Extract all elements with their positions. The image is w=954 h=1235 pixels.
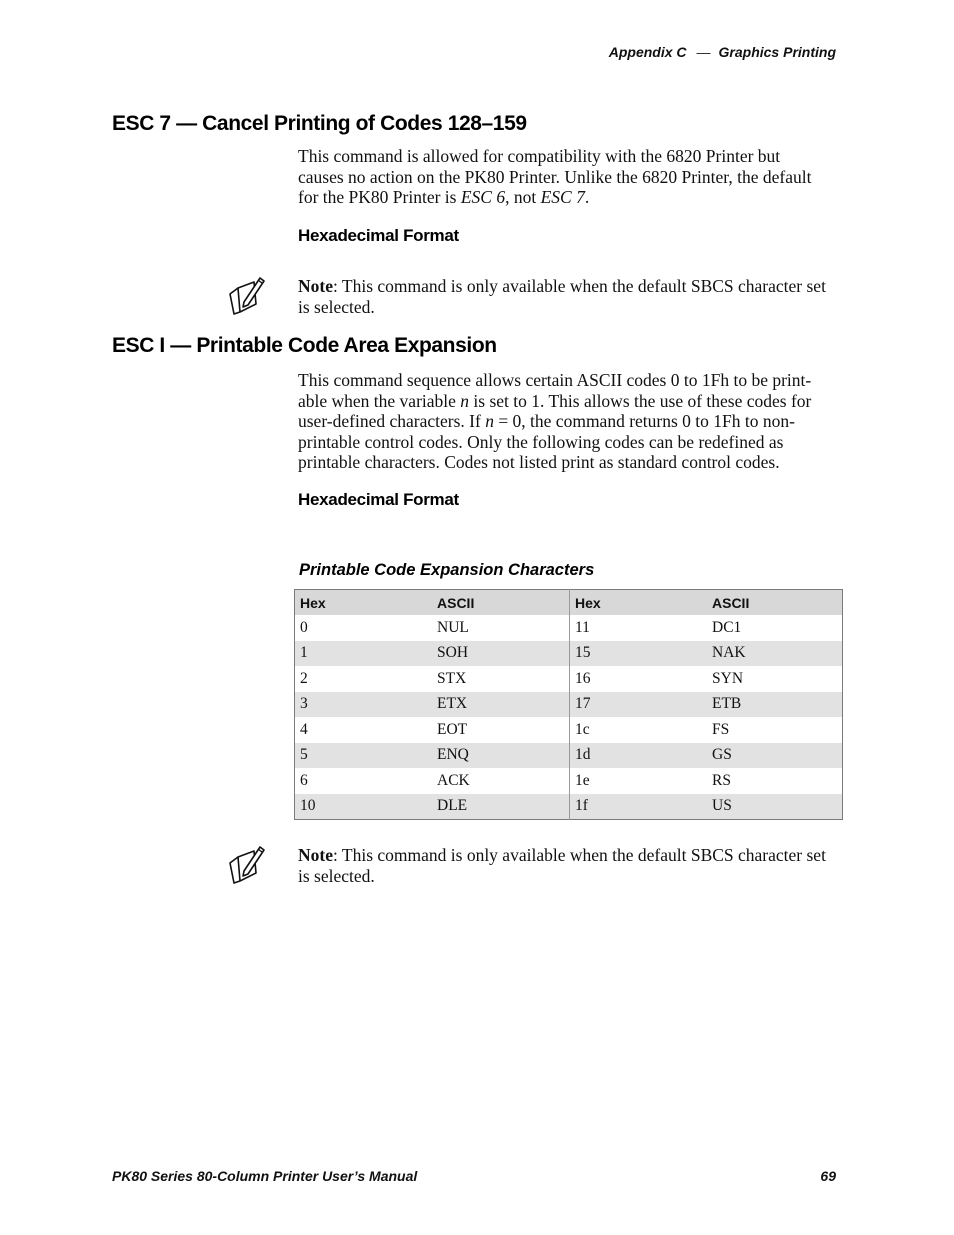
command-code: ESC 7 — [540, 187, 585, 207]
hex-cell: 1 — [295, 641, 433, 667]
ascii-cell: NUL — [432, 615, 570, 641]
hex-cell: 1f — [570, 794, 708, 820]
table-caption: Printable Code Expansion Characters — [299, 561, 595, 579]
ascii-cell: STX — [432, 666, 570, 692]
body-line: causes no action on the PK80 Printer. Unlike the 6820 Printer, the default — [298, 166, 812, 187]
section-heading-esc-i: ESC I — Printable Code Area Expansion — [112, 334, 497, 357]
hex-cell: 6 — [300, 771, 308, 789]
table-row — [295, 794, 843, 820]
column-header: Hex — [570, 590, 708, 616]
table-row — [295, 615, 843, 641]
ascii-cell: ENQ — [432, 743, 570, 769]
code-expansion-table — [294, 589, 843, 820]
ascii-cell: SOH — [432, 641, 570, 667]
subheading-hex-format: Hexadecimal Format — [298, 226, 459, 245]
ascii-cell: NAK — [707, 641, 843, 667]
body-text: = 0, the command returns 0 to 1Fh to non- — [493, 411, 795, 431]
ascii-cell: DC1 — [712, 618, 742, 636]
body-line: This command is allowed for compatibility with the 6820 Printer but — [298, 146, 781, 166]
ascii-cell: ACK — [432, 768, 570, 794]
body-text: user-defined characters. If — [298, 411, 486, 431]
ascii-cell: RS — [712, 771, 731, 789]
header-separator: — — [696, 44, 711, 60]
table-row — [295, 641, 843, 667]
hex-cell: 5 — [295, 743, 433, 769]
body-line: printable control codes. Only the following codes can be redefined as — [298, 431, 784, 452]
column-header: Hex — [295, 590, 433, 616]
ascii-cell: ETB — [707, 692, 843, 718]
ascii-cell: FS — [712, 720, 730, 738]
variable-n: n — [485, 411, 494, 431]
hex-cell: 11 — [575, 618, 590, 636]
table-row — [295, 743, 843, 769]
body-line: printable characters. Codes not listed print as standard control codes. — [298, 452, 780, 472]
body-text: able when the variable — [298, 390, 461, 411]
hex-cell: 4 — [300, 720, 308, 738]
subheading-hex-format: Hexadecimal Format — [298, 490, 459, 509]
hex-cell: 17 — [570, 692, 708, 718]
table-row — [295, 768, 843, 794]
section-heading-esc7: ESC 7 — Cancel Printing of Codes 128–159 — [112, 112, 527, 135]
command-code: ESC 6 — [460, 187, 506, 207]
hex-cell: 10 — [295, 794, 433, 820]
body-line: for the PK80 Printer is — [298, 187, 461, 207]
body-text: . — [584, 187, 590, 207]
column-header: ASCII — [707, 590, 843, 616]
hex-cell: 15 — [570, 641, 708, 667]
body-text: is set to 1. This allows the use of these codes for — [469, 390, 812, 411]
ascii-cell: DLE — [432, 794, 570, 820]
header-chapter: Appendix C — [608, 44, 687, 60]
note-text — [298, 845, 828, 886]
ascii-cell: EOT — [432, 717, 570, 743]
note-body: : This command is only available when the default SBCS character set is selected. — [298, 276, 826, 317]
ascii-cell: SYN — [712, 669, 744, 687]
hex-cell: 1e — [575, 771, 590, 789]
hex-cell: 2 — [300, 669, 308, 687]
body-text: , not — [505, 187, 541, 207]
hex-cell: 0 — [300, 618, 308, 636]
section2-body — [298, 370, 844, 473]
running-header — [609, 44, 836, 60]
hex-cell: 3 — [295, 692, 433, 718]
column-header: ASCII — [432, 590, 570, 616]
ascii-cell: GS — [707, 743, 843, 769]
note-label: Note — [298, 845, 333, 865]
header-section: Graphics Printing — [718, 44, 836, 60]
hex-cell: 1d — [570, 743, 708, 769]
note-label: Note — [298, 276, 333, 296]
variable-n: n — [460, 390, 470, 411]
note-pencil-icon — [224, 274, 266, 316]
hex-cell: 16 — [575, 669, 591, 687]
hex-cell: 1c — [575, 720, 590, 738]
page-number: 69 — [820, 1168, 836, 1184]
body-line: This command sequence allows certain ASCII codes 0 to 1Fh to be print- — [298, 370, 812, 390]
note-text — [298, 276, 828, 317]
note-body: : This command is only available when the default SBCS character set is selected. — [298, 845, 826, 886]
ascii-cell: ETX — [432, 692, 570, 718]
table-row — [295, 717, 843, 743]
table-row — [295, 692, 843, 718]
table-row — [295, 666, 843, 692]
section1-body — [298, 146, 844, 208]
footer-manual-title: PK80 Series 80-Column Printer User’s Manual — [112, 1168, 418, 1184]
note-pencil-icon — [224, 843, 266, 885]
table-header-row — [295, 590, 843, 616]
ascii-cell: US — [707, 794, 843, 820]
